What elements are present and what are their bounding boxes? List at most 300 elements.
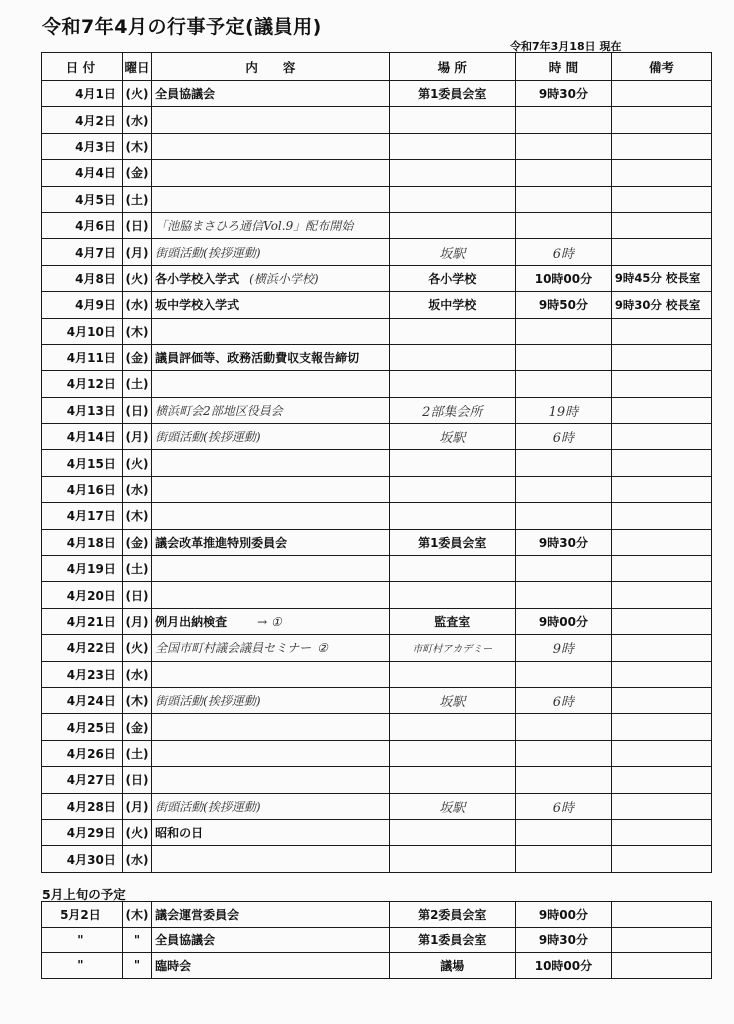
cell-dow-text: (水) (125, 852, 149, 867)
cell-time (515, 767, 611, 793)
cell-date (42, 635, 123, 661)
cell-date-text: 4月29日 (66, 826, 116, 841)
cell-content (152, 503, 389, 529)
cell-place (389, 81, 515, 107)
cell-time (515, 160, 611, 186)
cell-date-text: 4月23日 (66, 667, 116, 682)
cell-content (152, 740, 389, 766)
cell-date-text: 4月2日 (75, 113, 116, 128)
cell-note (611, 661, 711, 687)
cell-content (152, 371, 389, 397)
cell-dow (122, 344, 151, 370)
cell-date (42, 740, 123, 766)
cell-note (611, 927, 711, 953)
cell-content (152, 714, 389, 740)
cell-dow (122, 529, 151, 555)
cell-note (611, 740, 711, 766)
cell-date (42, 476, 123, 502)
cell-date-text: 4月21日 (66, 615, 116, 629)
cell-date-text: 4月7日 (75, 245, 116, 260)
cell-date-text: 4月24日 (66, 694, 116, 709)
cell-dow-text: (火) (125, 641, 149, 656)
cell-note-text: 9時30分 校長室 (614, 297, 701, 312)
cell-dow-text: (月) (125, 615, 149, 629)
cell-time (515, 450, 611, 476)
cell-date (42, 371, 123, 397)
cell-place (389, 740, 515, 766)
cell-date (42, 81, 123, 107)
cell-note (611, 239, 711, 265)
cell-note (611, 160, 711, 186)
table-row (42, 292, 712, 318)
cell-place (389, 160, 515, 186)
cell-dow-text: (日) (125, 588, 149, 603)
cell-place (389, 239, 515, 265)
cell-dow-text: " (133, 932, 141, 947)
cell-content (152, 239, 389, 265)
cell-date (42, 793, 123, 819)
cell-place (389, 819, 515, 845)
cell-time (515, 793, 611, 819)
cell-note (611, 450, 711, 476)
cell-content (152, 846, 389, 872)
cell-note (611, 186, 711, 212)
cell-date-text: 4月25日 (66, 720, 116, 735)
cell-place-text: 第1委員会室 (418, 535, 487, 550)
cell-dow (122, 846, 151, 872)
cell-time-text: 9時00分 (538, 907, 588, 922)
cell-content (152, 687, 389, 713)
cell-time (515, 846, 611, 872)
cell-content (152, 107, 389, 133)
cell-note (611, 81, 711, 107)
cell-dow (122, 133, 151, 159)
handwritten-note: 9時 (552, 642, 575, 658)
cell-date-text: 4月6日 (75, 219, 116, 234)
cell-time-text: 9時30分 (538, 933, 588, 948)
cell-place-text: 坂中学校 (428, 298, 477, 313)
cell-dow-text: " (133, 958, 141, 973)
cell-content (152, 424, 389, 450)
cell-content (152, 556, 389, 582)
handwritten-note: 横浜町会2部地区役員会 (155, 403, 283, 418)
table-row (42, 503, 712, 529)
cell-dow (122, 635, 151, 661)
cell-dow (122, 902, 151, 928)
cell-dow (122, 687, 151, 713)
cell-place (389, 133, 515, 159)
cell-date (42, 212, 123, 238)
table-row (42, 212, 712, 238)
cell-date-text: 4月17日 (66, 509, 116, 524)
cell-dow (122, 397, 151, 423)
handwritten-note: 坂駅 (439, 695, 466, 711)
cell-dow (122, 661, 151, 687)
cell-dow-text: (水) (125, 113, 149, 128)
cell-content (152, 318, 389, 344)
cell-note (611, 687, 711, 713)
cell-note (611, 556, 711, 582)
cell-content (152, 186, 389, 212)
cell-date (42, 714, 123, 740)
cell-note (611, 846, 711, 872)
table-row (42, 186, 712, 212)
cell-dow (122, 582, 151, 608)
cell-content-text: 臨時会 (155, 958, 192, 973)
cell-date-text: 4月19日 (66, 562, 116, 577)
table-row (42, 846, 712, 872)
handwritten-note: 坂駅 (439, 246, 466, 262)
cell-time-text: 9時50分 (538, 298, 588, 313)
cell-date-text: 4月4日 (75, 166, 116, 181)
table-row (42, 239, 712, 265)
cell-dow-text: (木) (125, 509, 149, 524)
cell-place-text: 議場 (440, 958, 465, 973)
cell-time (515, 371, 611, 397)
cell-content (152, 582, 389, 608)
table-row (42, 635, 712, 661)
may-section-title: 5月上旬の予定 (42, 887, 126, 902)
cell-date (42, 819, 123, 845)
handwritten-note: 市町村アカデミー (412, 644, 493, 656)
cell-date (42, 450, 123, 476)
header-time: 時 間 (515, 53, 611, 81)
handwritten-note: (横浜小学校) (249, 271, 319, 286)
cell-dow (122, 450, 151, 476)
table-row (42, 424, 712, 450)
cell-date-text: 4月18日 (66, 535, 116, 550)
cell-dow-text: (木) (125, 907, 149, 922)
cell-date (42, 661, 123, 687)
cell-date-text: " (77, 932, 84, 947)
cell-date-text: 4月15日 (66, 456, 116, 471)
cell-dow-text: (土) (125, 192, 149, 207)
april-schedule-table (41, 52, 712, 873)
cell-note (611, 212, 711, 238)
cell-date-text: 4月5日 (75, 192, 116, 207)
cell-dow-text: (水) (125, 298, 149, 313)
cell-note (611, 582, 711, 608)
cell-content (152, 793, 389, 819)
cell-date-text: 4月12日 (66, 377, 116, 392)
cell-time (515, 608, 611, 634)
cell-dow-text: (日) (125, 219, 149, 234)
table-row (42, 476, 712, 502)
cell-time (515, 292, 611, 318)
cell-time (515, 927, 611, 953)
cell-note (611, 424, 711, 450)
cell-content (152, 767, 389, 793)
cell-time (515, 397, 611, 423)
cell-place (389, 503, 515, 529)
cell-dow (122, 556, 151, 582)
cell-place (389, 265, 515, 291)
cell-note (611, 902, 711, 928)
header-date: 日 付 (42, 53, 123, 81)
cell-date (42, 239, 123, 265)
cell-place (389, 292, 515, 318)
handwritten-note: 2部集会所 (422, 404, 483, 420)
handwritten-note: 坂駅 (439, 800, 466, 816)
cell-place-text: 監査室 (434, 615, 471, 629)
cell-date-text: " (77, 958, 84, 973)
handwritten-note: 6時 (552, 800, 575, 816)
cell-dow-text: (火) (125, 271, 149, 286)
cell-dow (122, 793, 151, 819)
handwritten-note: 6時 (552, 695, 575, 711)
handwritten-note: 街頭活動(挨拶運動) (155, 799, 261, 814)
cell-date-text: 4月30日 (66, 852, 116, 867)
cell-time (515, 476, 611, 502)
handwritten-note: 19時 (548, 404, 579, 420)
table-row (42, 107, 712, 133)
cell-content (152, 450, 389, 476)
circled-mark-1: → ① (257, 615, 282, 629)
cell-dow-text: (月) (125, 430, 149, 445)
cell-content (152, 953, 389, 979)
cell-note (611, 819, 711, 845)
cell-time-text: 10時00分 (534, 271, 593, 286)
cell-place (389, 556, 515, 582)
cell-time (515, 424, 611, 450)
cell-time (515, 81, 611, 107)
header-row (42, 53, 712, 81)
cell-content (152, 81, 389, 107)
cell-place (389, 476, 515, 502)
cell-dow-text: (火) (125, 87, 149, 102)
cell-dow (122, 608, 151, 634)
cell-place (389, 714, 515, 740)
cell-time (515, 529, 611, 555)
cell-time-text: 10時00分 (534, 958, 593, 973)
cell-dow (122, 292, 151, 318)
cell-content-text: 議員評価等、政務活動費収支報告締切 (155, 351, 360, 366)
table-row (42, 740, 712, 766)
cell-note (611, 318, 711, 344)
header-dow: 曜日 (122, 53, 151, 81)
cell-date (42, 953, 123, 979)
table-row (42, 450, 712, 476)
table-row (42, 902, 712, 928)
table-row (42, 608, 712, 634)
cell-date-text: 4月27日 (66, 773, 116, 788)
table-row (42, 318, 712, 344)
cell-time (515, 902, 611, 928)
handwritten-note: 街頭活動(挨拶運動) (155, 694, 261, 709)
cell-dow-text: (火) (125, 826, 149, 841)
cell-dow-text: (金) (125, 351, 149, 366)
page-title: 令和7年4月の行事予定(議員用) (42, 16, 322, 38)
cell-place (389, 424, 515, 450)
cell-content (152, 927, 389, 953)
cell-date (42, 160, 123, 186)
cell-date-text: 4月11日 (66, 351, 116, 366)
cell-date (42, 902, 123, 928)
cell-place (389, 687, 515, 713)
cell-content (152, 344, 389, 370)
handwritten-note: 6時 (552, 431, 575, 447)
cell-content (152, 902, 389, 928)
cell-date (42, 608, 123, 634)
cell-content-text: 全員協議会 (155, 87, 216, 102)
table-row (42, 133, 712, 159)
table-row (42, 265, 712, 291)
cell-note (611, 265, 711, 291)
cell-date-text: 4月16日 (66, 483, 116, 498)
cell-dow-text: (木) (125, 694, 149, 709)
cell-note (611, 608, 711, 634)
cell-content (152, 476, 389, 502)
cell-date-text: 4月10日 (66, 324, 116, 339)
cell-time-text: 9時00分 (538, 615, 588, 629)
cell-date (42, 556, 123, 582)
cell-place (389, 397, 515, 423)
table-row (42, 81, 712, 107)
cell-dow (122, 107, 151, 133)
cell-dow-text: (土) (125, 562, 149, 577)
cell-date (42, 503, 123, 529)
cell-content-text: 議会運営委員会 (155, 907, 240, 922)
cell-date (42, 265, 123, 291)
table-row (42, 687, 712, 713)
cell-note (611, 953, 711, 979)
cell-place (389, 107, 515, 133)
table-row (42, 582, 712, 608)
cell-dow-text: (水) (125, 667, 149, 682)
cell-date (42, 186, 123, 212)
cell-date (42, 344, 123, 370)
handwritten-note: 6時 (552, 246, 575, 262)
table-row (42, 767, 712, 793)
cell-place (389, 635, 515, 661)
header-note: 備考 (611, 53, 711, 81)
cell-time (515, 582, 611, 608)
cell-date-text: 4月26日 (66, 746, 116, 761)
cell-time (515, 714, 611, 740)
table-row (42, 714, 712, 740)
table-row (42, 160, 712, 186)
cell-dow-text: (月) (125, 799, 149, 814)
cell-time (515, 687, 611, 713)
cell-note (611, 476, 711, 502)
cell-note (611, 133, 711, 159)
cell-place (389, 953, 515, 979)
cell-content (152, 133, 389, 159)
cell-dow-text: (木) (125, 324, 149, 339)
cell-date (42, 107, 123, 133)
cell-content (152, 292, 389, 318)
cell-time (515, 556, 611, 582)
cell-note (611, 767, 711, 793)
cell-date (42, 927, 123, 953)
handwritten-note: 街頭活動(挨拶運動) (155, 430, 261, 445)
cell-dow (122, 927, 151, 953)
handwritten-note: 「池脇まさひろ通信Vol.9」配布開始 (155, 219, 354, 234)
cell-dow-text: (木) (125, 139, 149, 154)
cell-content (152, 608, 389, 634)
cell-note (611, 107, 711, 133)
cell-place (389, 186, 515, 212)
cell-time (515, 318, 611, 344)
cell-time (515, 953, 611, 979)
cell-dow (122, 318, 151, 344)
cell-dow (122, 740, 151, 766)
cell-dow (122, 476, 151, 502)
cell-dow-text: (月) (125, 245, 149, 260)
cell-content-text: 例月出納検査 (155, 615, 228, 629)
cell-content-text: 各小学校入学式 (155, 271, 240, 286)
cell-dow (122, 819, 151, 845)
cell-note (611, 397, 711, 423)
table-row (42, 927, 712, 953)
cell-content (152, 265, 389, 291)
cell-date-text: 4月9日 (75, 298, 116, 313)
cell-time (515, 661, 611, 687)
cell-place (389, 927, 515, 953)
cell-time (515, 133, 611, 159)
cell-date-text: 4月8日 (75, 271, 116, 286)
cell-place (389, 450, 515, 476)
cell-note-text: 9時45分 校長室 (614, 271, 701, 286)
cell-place (389, 793, 515, 819)
cell-content-text: 昭和の日 (155, 826, 204, 841)
cell-date (42, 424, 123, 450)
cell-note (611, 503, 711, 529)
cell-dow (122, 714, 151, 740)
cell-date-text: 4月28日 (66, 799, 116, 814)
cell-dow-text: (水) (125, 483, 149, 498)
cell-date-text: 4月1日 (75, 87, 116, 102)
cell-dow (122, 424, 151, 450)
cell-place (389, 608, 515, 634)
cell-place-text: 第1委員会室 (418, 87, 487, 102)
cell-time-text: 9時30分 (538, 87, 588, 102)
circled-mark-2: ② (317, 641, 328, 656)
cell-date (42, 318, 123, 344)
cell-place (389, 902, 515, 928)
cell-content (152, 529, 389, 555)
cell-dow-text: (金) (125, 535, 149, 550)
cell-place (389, 582, 515, 608)
cell-content (152, 635, 389, 661)
cell-dow (122, 160, 151, 186)
cell-place (389, 318, 515, 344)
cell-dow-text: (金) (125, 720, 149, 735)
cell-content-text: 議会改革推進特別委員会 (155, 535, 288, 550)
cell-place (389, 529, 515, 555)
cell-note (611, 344, 711, 370)
cell-date (42, 687, 123, 713)
cell-date (42, 529, 123, 555)
cell-dow (122, 371, 151, 397)
header-place: 場 所 (389, 53, 515, 81)
table-row (42, 397, 712, 423)
header-content: 内 容 (152, 53, 389, 81)
cell-dow-text: (金) (125, 166, 149, 181)
cell-dow (122, 81, 151, 107)
cell-time (515, 239, 611, 265)
cell-date (42, 582, 123, 608)
cell-dow (122, 186, 151, 212)
cell-time (515, 107, 611, 133)
cell-date-text: 4月22日 (66, 641, 116, 656)
cell-place (389, 846, 515, 872)
cell-dow-text: (土) (125, 377, 149, 392)
cell-note (611, 714, 711, 740)
cell-dow-text: (日) (125, 773, 149, 788)
cell-date-text: 4月14日 (66, 430, 116, 445)
cell-place (389, 767, 515, 793)
